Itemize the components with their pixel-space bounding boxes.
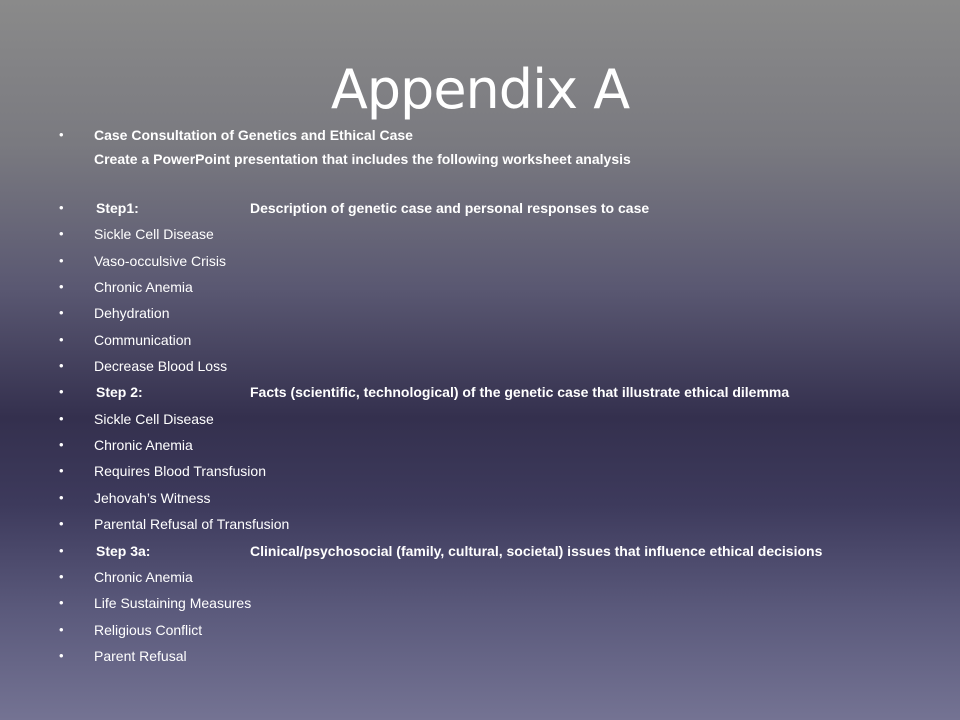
list-item <box>0 277 960 297</box>
bullet-icon: • <box>59 569 64 584</box>
bullet-icon: • <box>59 253 64 268</box>
slide-title: Appendix A <box>330 58 630 121</box>
bullet-icon: • <box>59 200 64 215</box>
list-item <box>0 435 960 455</box>
step-label: Step 2: <box>96 384 143 400</box>
list-item <box>0 224 960 244</box>
list-item-text: Life Sustaining Measures <box>94 595 252 611</box>
list-item-text: Parental Refusal of Transfusion <box>94 516 290 532</box>
list-item <box>0 567 960 587</box>
list-item-text: Vaso-occulsive Crisis <box>94 253 226 269</box>
list-item-text: Religious Conflict <box>94 622 203 638</box>
bullet-icon: • <box>59 437 64 452</box>
list-item-text: Dehydration <box>94 305 170 321</box>
intro-heading: Case Consultation of Genetics and Ethical Case <box>94 127 413 143</box>
list-item-text: Sickle Cell Disease <box>94 226 214 242</box>
bullet-icon: • <box>59 358 64 373</box>
list-item-text: Decrease Blood Loss <box>94 358 228 374</box>
list-item <box>0 330 960 350</box>
bullet-icon: • <box>59 384 64 399</box>
list-item-text: Requires Blood Transfusion <box>94 463 266 479</box>
list-item <box>0 646 960 666</box>
list-item-text: Chronic Anemia <box>94 569 193 585</box>
list-item <box>0 409 960 429</box>
list-item-text: Sickle Cell Disease <box>94 411 214 427</box>
list-item <box>0 149 960 169</box>
list-item <box>0 488 960 508</box>
bullet-icon: • <box>59 332 64 347</box>
step-description: Facts (scientific, technological) of the genetic case that illustrate ethical dilemma <box>250 384 790 400</box>
bullet-icon: • <box>59 411 64 426</box>
step-description: Description of genetic case and personal responses to case <box>250 200 650 216</box>
step-label: Step 3a: <box>96 543 151 559</box>
step-description: Clinical/psychosocial (family, cultural, societal) issues that influence ethical decisions <box>250 543 823 559</box>
list-item <box>0 593 960 613</box>
list-item-text: Communication <box>94 332 192 348</box>
list-item-text: Parent Refusal <box>94 648 187 664</box>
step-label: Step1: <box>96 200 139 216</box>
list-item <box>0 125 960 145</box>
bullet-icon: • <box>59 226 64 241</box>
list-item-text: Chronic Anemia <box>94 279 193 295</box>
list-item <box>0 303 960 323</box>
bullet-icon: • <box>59 279 64 294</box>
step-row <box>0 541 960 561</box>
list-item <box>0 514 960 534</box>
step-row <box>0 382 960 402</box>
bullet-icon: • <box>59 463 64 478</box>
bullet-icon: • <box>59 622 64 637</box>
bullet-icon: • <box>59 127 64 142</box>
bullet-icon: • <box>59 648 64 663</box>
list-item <box>0 620 960 640</box>
list-item <box>0 356 960 376</box>
intro-subheading: Create a PowerPoint presentation that includes the following worksheet analysis <box>94 151 631 167</box>
list-item <box>0 461 960 481</box>
list-item-text: Chronic Anemia <box>94 437 193 453</box>
list-item-text: Jehovah’s Witness <box>94 490 211 506</box>
bullet-icon: • <box>59 543 64 558</box>
bullet-icon: • <box>59 305 64 320</box>
bullet-icon: • <box>59 490 64 505</box>
list-item <box>0 251 960 271</box>
bullet-icon: • <box>59 516 64 531</box>
step-row <box>0 198 960 218</box>
bullet-icon: • <box>59 595 64 610</box>
